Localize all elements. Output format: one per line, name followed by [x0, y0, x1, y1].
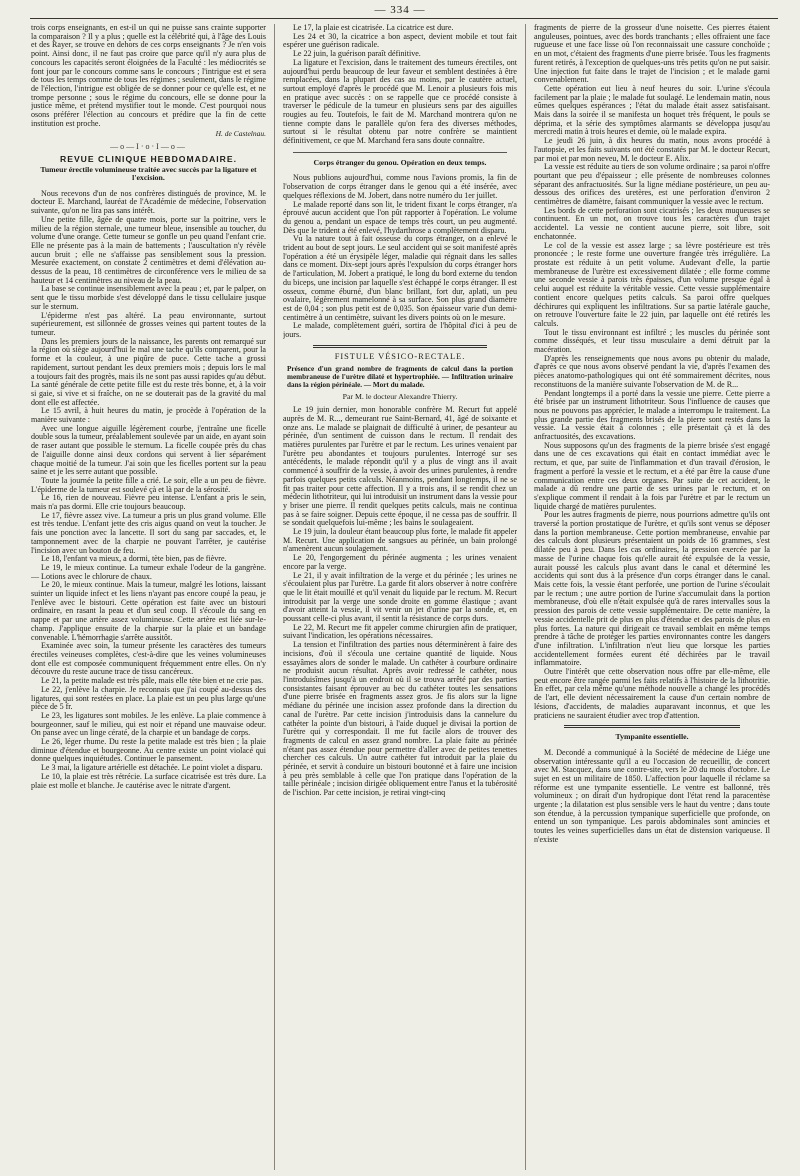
paragraph: Le malade, complètement guéri, sortira de l'hôpital d'ici à peu de jours. [283, 321, 517, 340]
column-2 [283, 24, 517, 1170]
signature: H. de Castelnau. [215, 129, 266, 139]
paragraph: Nous publions aujourd'hui, comme nous l'avions promis, la fin de l'observation de corps étranger dans le genou qui a été insérée, avec quelques réflexions de M. Jobert, dans notre numéro du 1er juillet. [283, 173, 517, 200]
paragraph: D'après les renseignements que nous avons pu obtenir du malade, d'après ce que nous avons observé pendant la vie, d'après l'examen des pièces anatomo-pathologiques qui ont été sommairement décrites, nous reconstituons de la manière suivante l'observation de M. de R... [534, 353, 770, 389]
summary-fistule: Présence d'un grand nombre de fragments de calcul dans la portion membraneuse de l'urètre dilaté et hypertrophiée. — Infiltration urinaire dans la région périnéale. — Mort du malade. [287, 364, 513, 389]
heading-tympanite: Tympanite essentielle. [615, 732, 689, 742]
separator [564, 725, 740, 728]
paragraph: Tout le tissu environnant est infiltré ; les muscles du périnée sont comme disséqués, et leur tissu musculaire a demi détruit par la macération. [534, 327, 770, 355]
paragraph: Le malade reporté dans son lit, le trident fixant le corps étranger, n'a éprouvé aucun accident que l'on pût rapporter à l'opération. Le volume du genou a, pendant un espace de temps très court, un peu augmenté. Dès que le trident a été enlevé, l'hydarthrose a complètement disparu. [283, 199, 517, 235]
paragraph: Le 20, le mieux continue. Mais la tumeur, malgré les lotions, laissant suinter un liquide infect et les liens n'ayant pas encore coupé la peau, je l'enlève avec le bistouri. Cette opération est faite avec un bistouri ordinaire, en rasant la peau et d'un seul coup. Il s'écoule du sang en nappe et par une artère assez volumineuse. Cette artère est liée sur-le-champ. J'applique ensuite de la charpie sur la plaie et un bandage convenable. L'hémorrhagie s'arrête aussitôt. [31, 580, 266, 642]
paragraph: Le 22 juin, la guérison paraît définitive. [293, 49, 421, 59]
fistule-body-continued [534, 24, 770, 720]
fistule-body [283, 406, 517, 798]
paragraph: Le 22, M. Recurt me fit appeler comme chirurgien afin de pratiquer, suivant l'indication, les opérations nécessaires. [283, 622, 517, 641]
paragraph: Le 18, l'enfant va mieux, a dormi, tète bien, pas de fièvre. [41, 554, 227, 564]
top-rule [30, 18, 778, 19]
paragraph: Le 26, léger rhume. Du reste la petite malade est très bien ; la plaie diminue d'étendue et bourgeonne. Au centre existe un point violacé qui donne quelques inquiétudes. Continuer le pansement. [31, 737, 266, 764]
paragraph: Outre l'intérêt que cette observation nous offre par elle-même, elle peut encore être rangée parmi les faits relatifs à l'histoire de la lithotritie. En effet, par cela même qu'une méthode nouvelle a changé les procédés de l'art, elle devient nécessairement la cause d'un certain nombre de lésions, d'accidents, de maladies auparavant inconnus, et que les praticiens ne sauraient étudier avec trop d'attention. [534, 667, 770, 720]
section-title: REVUE CLINIQUE HEBDOMADAIRE. [60, 153, 237, 164]
paragraph: fragments de pierre de la grosseur d'une noisette. Ces pierres étaient anguleuses, pointues, avec des bords tranchants ; elles offraient une face rugueuse et une face lisse où l'on reconnaissait une cassure conchoïde ; en un mot, c'étaient des fragments d'une pierre brisée. Tous les fragments furent retirés, à l'exception de quelques-uns très petits qu'on ne put saisir. Une injection fut faite dans le trajet de l'incision ; et le malade garni convenablement. [534, 24, 770, 85]
column-3 [534, 24, 770, 1170]
article-title: Tumeur érectile volumineuse traitée avec succès par la ligature et l'excision. [40, 164, 257, 183]
paragraph: Le 15 avril, à huit heures du matin, je procède à l'opération de la manière suivante : [31, 406, 266, 425]
paragraph: Le jeudi 26 juin, à dix heures du matin, nous avons procédé à l'autopsie, et les faits suivants ont été constatés par M. le docteur Recurt, par moi et par mon neveu, M. le docteur E. Alix. [534, 136, 770, 163]
paragraph: Le 20, l'engorgement du périnée augmenta ; les urines venaient encore par la verge. [283, 553, 517, 571]
paragraph: Le 10, la plaie est très rétrécie. La surface cicatrisée est très dure. La plaie est molle et blanche. Je cautérise avec le nitrate d'argent. [31, 771, 266, 790]
paragraph: Nous supposons qu'un des fragments de la pierre brisée s'est engagé dans une de ces excavations qui était en contact immédiat avec le rectum, et que, par suite de l'inflammation et d'un travail d'érosion, le fragment a perforé la vessie et le rectum, et a été par être la cause d'une communication entre ces deux organes. Par suite de cet accident, le malade a dû rendre une partie de ses urines par le rectum, et on s'explique comment il rendait à la fois par l'urètre et par le rectum un liquide chargé de matières purulentes. [534, 440, 770, 511]
subheading-corps-etranger: Corps étranger du genou. Opération en deux temps. [313, 157, 487, 167]
paragraph: Dans les premiers jours de la naissance, les parents ont remarqué sur la région où siège aujourd'hui le mal une tache qu'ils comparent, pour la forme et la couleur, à une piqûre de puce. Cette tache a grossi rapidement, surtout pendant les deux premiers mois ; depuis lors le mal a toujours fait des progrès, mais ils ne sont pas aussi rapides qu'au début. La santé générale de cette petite fille est du reste très bonne, et, à la voir si gaie, si vive et si fraîche, on ne se douterait pas de la gravité du mal dont elle est affectée. [31, 336, 266, 407]
paragraph: trois corps enseignants, en est-il un qui ne puisse sans crainte supporter la comparaison ? Il y a plus ; quelle est la célébrité qui, à l'âge des Louis et des Rayer, se trouve en dehors de ces corps enseignants ? Je n'en vois point. Ainsi donc, il ne faut pas croire que parce qu'il n'y aura plus de concours les capacités seront éloignées de la Faculté : les médiocrités se font jour par le concours comme sans le concours ; l'intrigue est et sera de tous les temps comme de tous les régimes ; seulement, dans le régime de l'élection, l'intrigue est obligée de se donner pour ce qu'elle est, et ne trompe personne ; sous le régime du concours, elle se donne pour la justice même, et prétend mystifier tout le monde. C'est pourquoi nous osons préférer l'élection au concours et prédire que la fin de cette institution est proche. [31, 24, 266, 128]
paragraph: Examinée avec soin, la tumeur présente les caractères des tumeurs érectiles veineuses complètes, c'est-à-dire que les veines volumineuses dont elle est composée communiquent fréquemment entre elles. On n'y découvre du reste aucune trace de tissu cancéreux. [31, 641, 266, 677]
paragraph: Le 19 juin, la douleur étant beaucoup plus forte, le malade fit appeler M. Recurt. Une application de sangsues au périnée, un bain prolongé n'amenèrent aucun soulagement. [283, 527, 517, 554]
corps-etranger-body [283, 174, 517, 339]
intro-text [31, 24, 266, 128]
separator [313, 345, 487, 348]
paragraph: Pour les autres fragments de pierre, nous pourrions admettre qu'ils ont traversé la portion prostatique de l'urètre, et qu'ils sont venus se déposer dans la portion membraneuse. Cette portion membraneuse, envahie par des calculs dont plusieurs présentaient un poids de 16 grammes, s'est dilatée peu à peu. Dans les cas ordinaires, la pression exercée par la masse de l'urine chaque fois qu'elle aurait été expulsée de la vessie, aurait poussé les calculs plus avant dans le canal et déterminé les accidents qui sont dus à la présence d'un corps étranger dans le canal. Mais cette fois, la vessie étant perforée, une portion de l'urine s'écoulait par le rectum ; une autre portion de l'urine s'accumulait dans la portion membraneuse, d'où elle n'était expulsée qu'à de rares intervalles sous la pression des parois de cette vessie supplémentaire. De cette manière, la vessie accidentelle prit de plus en plus d'étendue et des parois de plus en plus fortes. La nature qui dirigeait ce travail semblait en même temps prendre à tâche de protéger les parties environnantes contre les dangers d'une infiltration. L'infiltration n'eut lieu que lorsque les parties accidentellement formées eurent été déchirées par le travail inflammatoire. [534, 510, 770, 668]
column-divider [274, 24, 275, 1170]
paragraph: Le 17, fièvre assez vive. La tumeur a pris un plus grand volume. Elle est très tendue. L'enfant jette des cris aigus quand on veut la toucher. Je fais une ponction avec la lancette. Il sort du sang par saccades, et, le tamponnement avec de la charpie ne pouvant l'arrêter, je cautérise l'incision avec un bouton de feu. [31, 510, 266, 555]
paragraph: Le 19 juin dernier, mon honorable confrère M. Recurt fut appelé auprès de M. R..., demeurant rue Saint-Bernard, 41, âgé de soixante et onze ans. Le malade se plaignait de difficulté à uriner, de pesanteur au périnée, d'un sentiment de cuisson dans le rectum. Il rendait des matières purulentes par l'urètre et par le rectum. Les urines venaient par l'urètre peu abondantes et toujours purulentes. Interrogé sur ses antécédents, le malade répondit qu'il y a plus de vingt ans il avait commencé à souffrir de la vessie, à avoir des urines purulentes, à rendre parfois quelques petits calculs. Néanmoins, pendant longtemps, il ne se fit pas traiter pour cette affection. Il y a trois ans, il se rendit chez un médecin lithotriteur, qui lui introduisit un instrument dans la vessie pour y briser une pierre. Il rendit quelques petits calculs, mais ne continua pas à se faire soigner. Depuis cette époque, il ne cessa pas de souffrir. Il se sondait quelquefois lui-même ; les bains le soulageaient. [283, 405, 517, 528]
paragraph: Nous recevons d'un de nos confrères distingués de province, M. le docteur E. Marchand, lauréat de l'Académie de médecine, l'observation suivante, qu'on ne lira pas sans intérêt. [31, 188, 266, 216]
page-number: — 334 — [374, 4, 426, 16]
paragraph: La ligature et l'excision, dans le traitement des tumeurs érectiles, ont aujourd'hui perdu beaucoup de leur faveur et semblent destinées à être remplacées, dans la plupart des cas au moins, par le cautère actuel, surtout employé d'après le procédé que M. Lenoir a plusieurs fois mis en pratique avec succès : on se rappelle que ce procédé consiste à traverser le pédicule de la tumeur en plusieurs sens par des aiguilles rougies au feu. Toutefois, le fait de M. Marchand montrera qu'on ne tienne compte dans le parallèle qu'on fera des diverses méthodes, surtout si le résultat obtenu par notre confrère se maintient définitivement, ce que M. Marchand fera sans doute connaître. [283, 57, 517, 146]
paragraph: L'épiderme n'est pas altéré. La peau environnante, surtout supérieurement, est sillonnée de grosses veines qui partent toutes de la tumeur. [31, 310, 266, 337]
paragraph: Pendant longtemps il a porté dans la vessie une pierre. Cette pierre a été brisée par un instrument lithotriteur. Sous l'influence de causes que nous ne pouvons pas apprécier, le malade a interrompu le traitement. La plus grande partie des fragments brisés de la pierre sont restés dans la vessie. La vessie était à colonnes ; elle présentait çà et là des anfractuosités, des excavations. [534, 388, 770, 442]
paragraph: Le 23, les ligatures sont mobiles. Je les enlève. La plaie commence à bourgeonner, sauf le milieu, qui est noir et répand une mauvaise odeur. On panse avec un linge cératé, de la charpie et un bandage de corps. [31, 710, 266, 738]
paragraph: Le 22, j'enlève la charpie. Je reconnais que j'ai coupé au-dessus des ligatures, qui sont restées en place. La plaie est un peu plus large qu'une pièce de 5 fr. [31, 684, 266, 712]
paragraph: Le 19, le mieux continue. La tumeur exhale l'odeur de la gangrène. — Lotions avec le chlorure de chaux. [31, 562, 266, 581]
article-body [31, 190, 266, 791]
ornament-divider: —o—I·o·I—o— [110, 142, 187, 152]
paragraph: Avec une longue aiguille légèrement courbe, j'entraîne une ficelle double sous la tumeur, préalablement soulevée par un aide, en ayant soin de raser autant que possible le sternum. La ficelle coupée près du chas de l'aiguille donne ainsi deux cordons qui servent à lier séparément chaque moitié de la tumeur. J'ai soin que les ficelles portent sur la peau saine et je les serre autant que possible. [31, 423, 266, 477]
tympanite-body [534, 749, 770, 845]
paragraph: Cette opération eut lieu à neuf heures du soir. L'urine s'écoula facilement par la plaie ; le malade fut soulagé. Le lendemain matin, nous eûmes quelques espérances ; l'état du malade était assez satisfaisant. Mais dans la soirée il se manifesta un hoquet très fréquent, le pouls se déprima, et la série des symptômes alarmants se développa jusqu'au mercredi matin à trois heures et demie, où le malade expira. [534, 83, 770, 137]
column-divider [525, 24, 526, 1170]
paragraph: Les 24 et 30, la cicatrice a bon aspect, devient mobile et tout fait espérer une guérison radicale. [283, 31, 517, 50]
paragraph: Les bords de cette perforation sont cicatrisés ; les deux muqueuses se continuent. En un mot, on trouve tous les caractères d'un trajet accidentel. La vessie ne contient aucune pierre, soit libre, soit enchatonnée. [534, 205, 770, 241]
column-1 [31, 24, 266, 1170]
paragraph: La base se continue insensiblement avec la peau ; et, par le palper, on sent que le tissu morbide s'est développé dans le tissu cellulaire jusque sur le sternum. [31, 284, 266, 311]
paragraph: La vessie est réduite au tiers de son volume ordinaire ; sa paroi n'offre pourtant que peu d'épaisseur ; elle présente de nombreuses colonnes séparant des anfractuosités. Sur la ligne médiane postérieure, un peu au-dessous des orifices des uretères, est une perforation d'environ 2 centimètres de diamètre, faisant communiquer la vessie avec le rectum. [534, 162, 770, 207]
byline: Par M. le docteur Alexandre Thierry. [342, 391, 458, 401]
paragraph: Le 21, la petite malade est très pâle, mais elle tète bien et ne crie pas. [41, 676, 264, 686]
paragraph: Toute la journée la petite fille a crié. Le soir, elle a un peu de fièvre. L'épiderme de la tumeur est soulevé çà et là par de la sérosité. [31, 475, 266, 494]
paragraph: La tension et l'infiltration des parties nous déterminèrent à faire des incisions, d'où il s'écoula une certaine quantité de liquide. Nous essayâmes alors de sonder le malade. Un cathéter à courbure ordinaire ne produisit aucun résultat. Après avoir redressé le cathéter, nous l'introduisîmes jusqu'à un endroit où il se trouva arrêté par des parties consistantes faisant éprouver au bec du cathéter toutes les sensations d'une pierre brisée en fragments assez gros. Je fis alors sur la ligne médiane du périnée une incision assez profonde dans la direction du canal de l'urètre. Par cette incision j'introduisis dans la cannelure du cathéter la pointe d'un bistouri, à l'aide duquel je divisai la portion de l'urètre qui y correspondait. Il me fut facile alors de trouver des fragments de calcul en assez grand nombre. La plaie faite au périnée n'étant pas assez étendue pour permettre d'aller avec de petites tenettes chercher ces calculs. Un autre cathéter fut introduit par la plaie du périnée, et servit à conduire un bistouri boutonné et à faire une incision à peu près semblable à celle que l'on pratique dans l'opération de la taille périnéale ; incision dirigée obliquement entre l'anus et la tubérosité de l'ischion. Par cette incision, je retirai vingt-cinq [283, 640, 517, 798]
paragraph: Le col de la vessie est assez large ; sa lèvre postérieure est très prononcée ; le reste forme une ouverture frangée très irrégulière. La prostate est réduite à un petit volume. Audevant d'elle, la partie membraneuse de l'urètre est excessivement dilatée ; elle forme comme une seconde vessie à parois très épaisses, d'un volume presque égal à celui auquel est réduite la véritable vessie. Cette vessie supplémentaire contient encore quelques petits calculs. Sa paroi offre quelques déchirures qui expliquent les infiltrations. Sur sa partie latérale gauche, on retrouve l'ouverture faite le 22 juin, par laquelle ont été retirés les calculs. [534, 240, 770, 328]
paragraph: Le 17, la plaie est cicatrisée. La cicatrice est dure. [293, 24, 454, 32]
paragraph: Une petite fille, âgée de quatre mois, porte sur la poitrine, vers le milieu de la région sternale, une tumeur bleue, insensible au toucher, du volume d'une orange. Cette tumeur se gonfle un peu quand l'enfant crie. Elle ne présente pas à la main de battements ; l'auscultation n'y révèle aucun bruit ; elle ne s'affaisse pas sensiblement sous la pression. Mesurée exactement, on constate 2 centimètres et demi d'élévation au-dessus de la peau, 18 centimètres de circonférence vers le milieu de sa hauteur et 14 centimètres au niveau de la peau. [31, 214, 266, 285]
paragraph: Vu la nature tout à fait osseuse du corps étranger, on a enlevé le trident au bout de sept jours. Le seul accident qui se soit manifesté après l'opération a été un érysipèle léger, maladie qui régnait dans les salles dans ce moment. Dix-sept jours après l'expulsion du corps étranger hors de l'articulation, M. Jobert a pratiqué, le long du bord externe du tendon du biceps, une incision par laquelle s'est échappé le corps étranger. Il est osseux, comme éburné, d'un blanc brillant, fort dur, aplati, un peu ovalaire, légèrement mamelonné à sa surface. Son plus grand diamètre est de 0,04 ; son plus petit est de 0,035. Son épaisseur varie d'un demi-centimètre à un centimètre, suivant les divers points où on le mesure. [283, 234, 517, 322]
paragraph: Le 3 mai, la ligature artérielle est détachée. Le point violet a disparu. [41, 763, 263, 773]
heading-fistule: FISTULE VÉSICO-RECTALE. [334, 351, 466, 361]
article-body-continued [283, 24, 517, 146]
paragraph: Le 16, rien de nouveau. Fièvre peu intense. L'enfant a pris le sein, mais n'a pas dormi. Elle crie toujours beaucoup. [31, 493, 266, 512]
paragraph: Le 21, il y avait infiltration de la verge et du périnée ; les urines ne s'écoulaient plus par l'urètre. La garde fit alors observer à notre confrère que le lit était mouillé et qu'il venait du liquide par le rectum. M. Recurt introduisit par la verge une sonde droite en gomme élastique ; avant d'avoir atteint la vessie, il vit venir un jet d'urine par la sonde, et, en poussant celle-ci plus avant, il sentit la résistance de corps durs. [283, 570, 517, 624]
paragraph: M. Decondé a communiqué à la Société de médecine de Liége une observation intéressante qu'il a eu l'occasion de recueillir, de concert avec M. Stacquez, dans une contre-site, vers le 20 du mois d'octobre. Le sujet en est un militaire de 1850. L'affection pour laquelle il réclame sa réforme est une tympanite essentielle. Le ventre est ballonné, très volumineux ; on dirait d'un hydropique dont l'état rend la paracentèse urgente ; la dilatation est plus sensible vers le haut du ventre ; dans toute son étendue, à la percussion tympanique superficielle que profonde, on entend un son tympanique. Les parois abdominales sont amincies et toutes les veines superficielles dans un état de distension variqueuse. Il n'existe [534, 747, 770, 844]
separator [293, 152, 507, 153]
